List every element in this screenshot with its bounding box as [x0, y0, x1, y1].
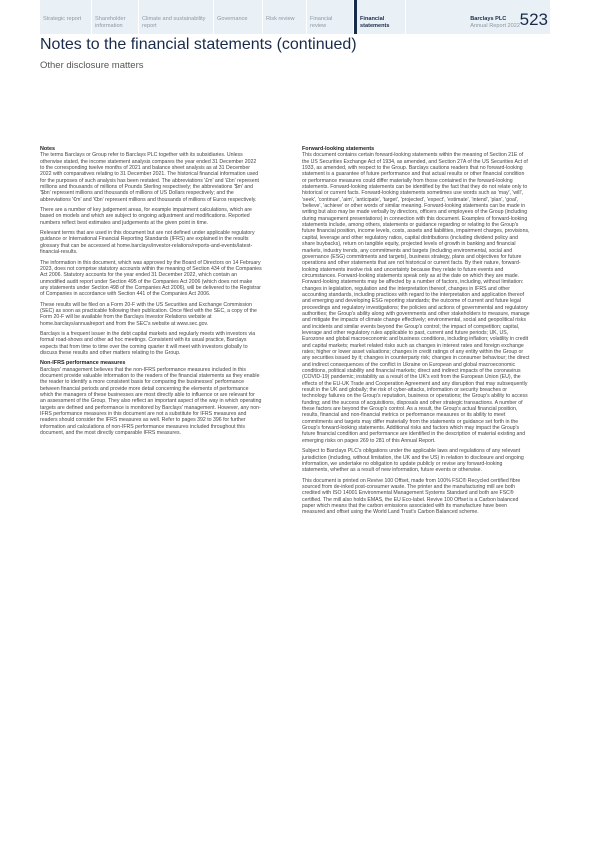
- nav-shareholder-information[interactable]: Shareholder information: [92, 0, 139, 34]
- left-column: [40, 146, 262, 440]
- nav-governance[interactable]: Governance: [214, 0, 263, 34]
- notes-heading: Notes: [40, 146, 55, 152]
- paragraph: Barclays' management believes that the non-IFRS performance measures included in this document provide valuable information to the readers of the financial statements as they enable the reader to identify a more consistent basis for comparing the businesses' performance between financial periods and provide more detail concerning the elements of performance which the managers of these businesses are most directly able to influence or are relevant for an assessment of the Group. They also reflect an important aspect of the way in which operating targets are defined and performance is monitored by Barclays' management. However, any non-IFRS performance measures in this document are not a substitute for IFRS measures and readers should consider the IFRS measures as well. Refer to pages 392 to 396 for further information and calculations of non-IFRS performance measures included throughout this document, and the most directly comparable IFRS measures.: [40, 366, 262, 437]
- paragraph: This document is printed on Revive 100 Offset, made from 100% FSC® Recycled certified fibre sourced from de-inked post-consumer waste. The printer and the manufacturing mill are both credited with ISO 14001 Environmental Management Systems Standard and both are FSC® certified. The mill also holds EMAS, the EU Eco-label. Revive 100 Offset is a Carbon balanced paper which means that the carbon emissions associated with its manufacture have been measured and offset using the World Land Trust's Carbon Balanced scheme.: [302, 477, 521, 516]
- nav-climate-report[interactable]: Climate and sustainability report: [139, 0, 214, 34]
- right-column: [302, 146, 530, 520]
- paragraph: The information in this document, which was approved by the Board of Directors on 14 February 2023, does not comprise statutory accounts within the meaning of Section 434 of the Companies Act 2006. Statutory accounts for the year ended 31 December 2022, which contain an unmodified audit report under Section 495 of the Companies Act 2006 (which does not make any statements under Section 498 of the Companies Act 2006), will be delivered to the Registrar of Companies in accordance with Section 441 of the Companies Act 2006.: [40, 259, 262, 298]
- forward-looking-heading: Forward-looking statements: [302, 146, 375, 152]
- nav-risk-review[interactable]: Risk review: [263, 0, 307, 34]
- paragraph: This document contains certain forward-looking statements within the meaning of Section 21E of the US Securities Exchange Act of 1934, as amended, and Section 27A of the US Securities Act of 1933, as amended, with respect to the Group. Barclays cautions readers that no forward-looking statement is a guarantee of future performance and that actual results or other financial condition or performance measures could differ materially from those contained in the forward-looking statements. Forward-looking statements can be identified by the fact that they do not relate only to historical or current facts. Forward-looking statements sometimes use words such as 'may', 'will', 'seek', 'continue', 'aim', 'anticipate', 'target', 'projected', 'expect', 'estimate', 'intend', 'plan', 'goal', 'believe', 'achieve' or other words of similar meaning. Forward-looking statements can be made in writing but also may be made verbally by directors, officers and employees of the Group (including during management presentations) in connection with this document. Examples of forward-looking statements include, among others, statements or guidance regarding or relating to the Group's future financial position, income levels, costs, assets and liabilities, impairment charges, provisions, capital, leverage and other regulatory ratios, capital distributions (including dividend policy and share buybacks), return on tangible equity, projected levels of growth in banking and financial markets, industry trends, any commitments and targets (including environmental, social and governance (ESG) commitments and targets), business strategy, plans and objectives for future operations and other statements that are not historical or current facts. By their nature, forward-looking statements involve risk and uncertainty because they relate to future events and circumstances. Forward-looking statements speak only as at the date on which they are made. Forward-looking statements may be affected by a number of factors, including, without limitation: changes in legislation, regulation and the interpretation thereof, changes in IFRS and other accounting standards, including practices with regard to the interpretation and application thereof and emerging and developing ESG reporting standards; the outcome of current and future legal proceedings and regulatory investigations; the policies and actions of governmental and regulatory authorities; the Group's ability along with governments and other stakeholders to measure, manage and mitigate the impacts of climate change effectively; environmental, social and geopolitical risks and incidents and similar events beyond the Group's control; the impact of competition; capital, leverage and other regulatory rules applicable to past, current and future periods; UK, US, Eurozone and global macroeconomic and business conditions, including inflation; volatility in credit and capital markets; market related risks such as changes in interest rates and foreign exchange rates; higher or lower asset valuations; changes in credit ratings of any entity within the Group or any securities issued by it; changes in counterparty risk; changes in consumer behaviour; the direct and indirect consequences of the conflict in Ukraine on European and global macroeconomic conditions, political stability and financial markets; direct and indirect impacts of the coronavirus (COVID-19) pandemic; instability as a result of the UK's exit from the European Union (EU), the effects of the EU-UK Trade and Cooperation Agreement and any disruption that may subsequently result in the UK and globally; the risk of cyber-attacks, information or security breaches or technology failures on the Group's reputation, business or operations; the Group's ability to access funding; and the success of acquisitions, disposals and other strategic transactions. A number of these factors are beyond the Group's control. As a result, the Group's actual financial position, results, financial and non-financial metrics or performance measures or its ability to meet commitments and targets may differ materially from the statements or guidance set forth in the Group's forward-looking statements. Additional risks and factors which may impact the Group's future financial condition and performance are identified in the description of material existing and emerging risks on pages 269 to 281 of this Annual Report.: [302, 152, 530, 444]
- paragraph: These results will be filed on a Form 20-F with the US Securities and Exchange Commission (SEC) as soon as practicable following their publication. Once filed with the SEC, a copy of the Form 20-F will be available from the Barclays Investor Relations website at home.barclays/annualreport and from the SEC's website at www.sec.gov.: [40, 301, 257, 327]
- nav-financial-review[interactable]: Financial review: [307, 0, 354, 34]
- paragraph: Relevant terms that are used in this document but are not defined under applicable regulatory guidance or International Financial Reporting Standards (IFRS) are explained in the results glossary that can be accessed at home.barclays/investor-relations/reports-and-events/latest-financial-results.: [40, 230, 255, 256]
- nav-financial-statements[interactable]: Financial statements: [354, 0, 406, 34]
- non-ifrs-heading: Non-IFRS performance measures: [40, 360, 126, 367]
- brand-name: Barclays PLC: [470, 16, 507, 22]
- paragraph: The terms Barclays or Group refer to Barclays PLC together with its subsidiaries. Unless otherwise stated, the income statement analysis compares the year ended 31 December 2022 to the corresponding twelve months of 2021 and balance sheet analysis as at 31 December 2022 with comparatives relating to 31 December 2021. The historical financial information used for the purposes of such analysis has been restated. The abbreviations '£m' and '£bn' represent millions and thousands of millions of Pounds Sterling respectively; the abbreviations '$m' and '$bn' represent millions and thousands of millions of US Dollars respectively; and the abbreviations '€m' and '€bn' represent millions and thousands of millions of Euros respectively.: [40, 152, 259, 203]
- page-subtitle: Other disclosure matters: [40, 60, 144, 71]
- brand: [470, 16, 520, 30]
- page-number: 523: [519, 10, 548, 29]
- page-title: Notes to the financial statements (continued): [40, 36, 357, 53]
- nav-strategic-report[interactable]: Strategic report: [40, 0, 92, 34]
- paragraph: There are a number of key judgement areas, for example impairment calculations, which are based on models and which are subject to ongoing adjustment and modifications. Reported numbers reflect best estimates and judgements at the given point in time.: [40, 207, 252, 226]
- brand-sub: Annual Report 2022: [470, 23, 520, 29]
- paragraph: Subject to Barclays PLC's obligations under the applicable laws and regulations of any relevant jurisdiction (including, without limitation, the UK and the US) in relation to disclosure and ongoing information, we undertake no obligation to update publicly or revise any forward-looking statements, whether as a result of new information, future events or otherwise.: [302, 448, 524, 474]
- paragraph: Barclays is a frequent issuer in the debt capital markets and regularly meets with investors via formal road-shows and other ad hoc meetings. Consistent with its usual practice, Barclays expects that from time to time over the coming quarter it will meet with investors globally to discuss these results and other matters relating to the Group.: [40, 330, 256, 356]
